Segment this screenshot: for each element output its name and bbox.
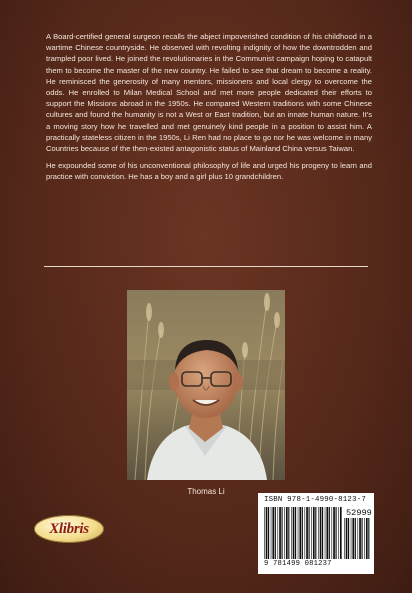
- barcode-bar: [348, 518, 349, 559]
- barcode-bar: [326, 507, 328, 559]
- barcode-bar: [279, 507, 281, 559]
- barcode-bar: [298, 507, 299, 559]
- barcode-bar: [302, 507, 303, 559]
- barcode-bar: [278, 507, 279, 559]
- barcode-bar: [286, 507, 288, 559]
- barcode-bar: [295, 507, 296, 559]
- barcode-bar: [266, 507, 268, 559]
- barcode-bar: [313, 507, 315, 559]
- barcode-bar: [344, 518, 345, 559]
- barcode-bar: [358, 518, 359, 559]
- publisher-logo: [34, 515, 104, 543]
- barcode-bar: [288, 507, 289, 559]
- barcode-bar: [299, 507, 301, 559]
- barcode-bar: [275, 507, 276, 559]
- barcode-bar: [293, 507, 295, 559]
- barcode-bar: [366, 518, 368, 559]
- isbn-label: ISBN 978-1-4990-8123-7: [264, 496, 366, 504]
- barcode-bar: [346, 518, 348, 559]
- barcode-bar: [272, 507, 274, 559]
- barcode-block: [258, 493, 374, 574]
- blurb-paragraph-2: He expounded some of his unconventional philosophy of life and urged his progeny to learn and practice with conviction. He has a boy and a girl plus 10 grandchildren.: [46, 161, 372, 182]
- barcode-bar: [352, 518, 354, 559]
- barcode-bar: [291, 507, 292, 559]
- barcode-bar: [333, 507, 335, 559]
- price-barcode: [344, 518, 370, 559]
- barcode-bar: [322, 507, 323, 559]
- blurb: [46, 31, 372, 189]
- barcode-bar: [359, 518, 361, 559]
- barcode-bar: [332, 507, 333, 559]
- barcode-bar: [284, 507, 285, 559]
- barcode-bar: [338, 507, 339, 559]
- barcode-bar: [325, 507, 326, 559]
- barcode-bar: [311, 507, 312, 559]
- publisher-logo-text: Xlibris: [49, 520, 89, 537]
- isbn-digits: 9 781499 081237: [264, 560, 332, 568]
- photo-caption: Thomas Li: [187, 487, 225, 496]
- barcode-bar: [329, 507, 330, 559]
- barcode-bar: [336, 507, 337, 559]
- author-portrait-illustration: [127, 290, 285, 480]
- barcode-bar: [271, 507, 272, 559]
- ean-barcode: [264, 507, 342, 559]
- barcode-bar: [320, 507, 322, 559]
- barcode-bar: [340, 507, 342, 559]
- barcode-bar: [306, 507, 308, 559]
- barcode-bar: [268, 507, 269, 559]
- barcode-bar: [362, 518, 363, 559]
- divider-rule: [44, 266, 368, 267]
- barcode-bar: [351, 518, 352, 559]
- price-code: 52999: [346, 508, 372, 518]
- barcode-bar: [355, 518, 356, 559]
- barcode-bar: [364, 518, 365, 559]
- barcode-bar: [318, 507, 319, 559]
- barcode-bar: [309, 507, 310, 559]
- blurb-paragraph-1: A Board-certified general surgeon recalls the abject impoverished condition of his childhood in a wartime Chinese countryside. He observed with revolting indignity of how the downtrodden and trampled poor lived. He joined the revolutionaries in the Communist campaign hoping to catapult them to become the master of the new country. He failed to see that dream to become a reality. He reminisced the generosity of many mentors, missioners and local clergy to overcome the odds. He enrolled to Milan Medical School and met more people dedicated their efforts to support the Missions abroad in the 1950s. He compared Western traditions with some Chinese cultures and found the humanity is not a West or East tradition, but an innate human nature. It's a moving story how he travelled and met genuinely kind people in a position to assist him. A practically stateless citizen in the 1950s, Li Ren had no place to go nor he was welcome in many Countries because of the then-existed antagonistic status of Mainland China versus Taiwan.: [46, 32, 372, 154]
- barcode-bar: [264, 507, 265, 559]
- barcode-bar: [368, 518, 369, 559]
- barcode-bar: [305, 507, 306, 559]
- author-photo: [127, 290, 285, 480]
- barcode-bar: [282, 507, 283, 559]
- barcode-bar: [315, 507, 316, 559]
